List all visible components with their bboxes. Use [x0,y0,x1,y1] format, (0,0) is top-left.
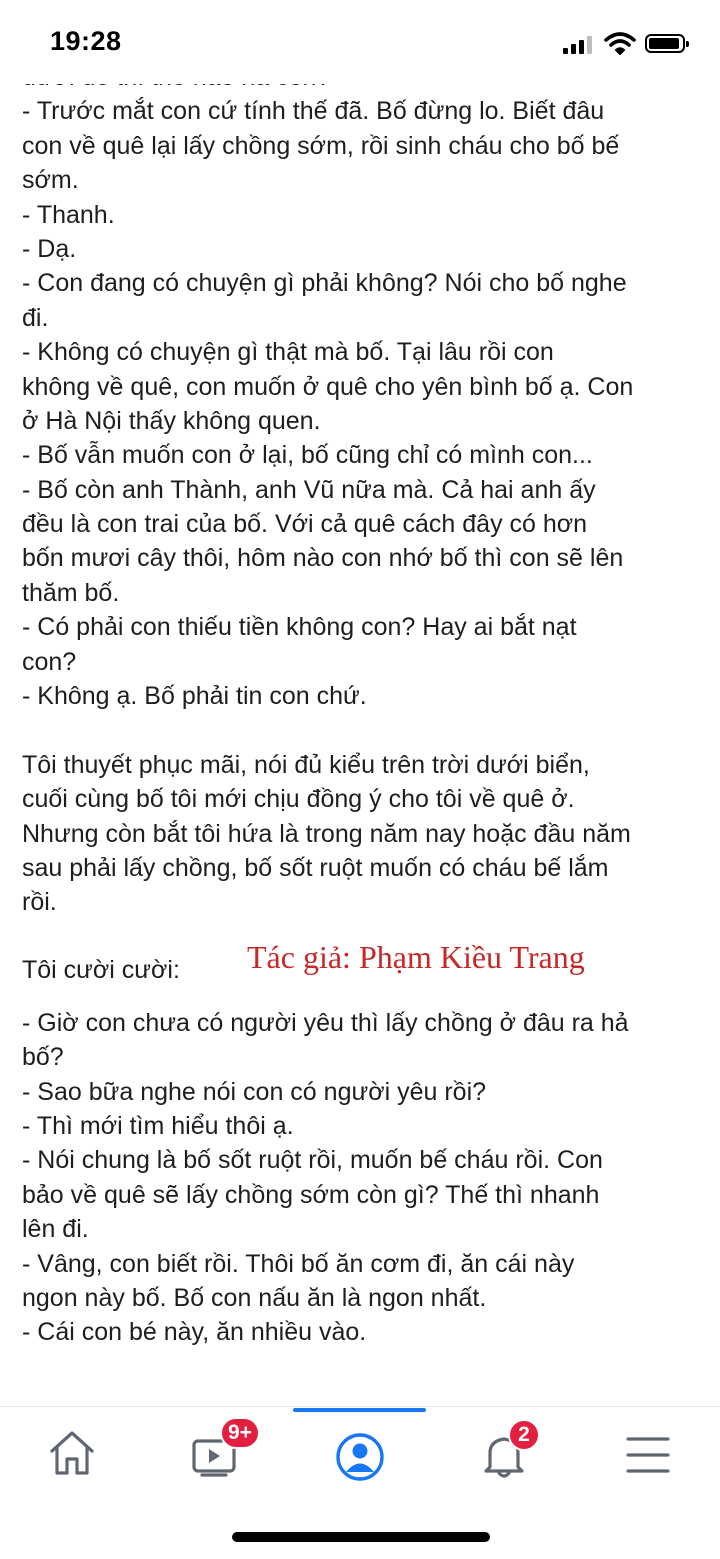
watch-badge: 9+ [220,1417,260,1449]
author-watermark: Tác giả: Phạm Kiều Trang [247,938,585,975]
post-content [22,60,712,1350]
text-line: - Trước mắt con cứ tính thế đã. Bố đừng lo. Biết đâu [22,97,605,126]
cellular-signal-icon [563,36,597,54]
wifi-icon [604,32,636,56]
paragraph-gap [22,713,712,747]
status-time: 19:28 [50,26,122,56]
laugh-line-row [22,920,712,1006]
text-line: - Sao bữa nghe nói con có người yêu rồi? [22,1077,487,1106]
home-icon [44,1425,100,1481]
text-line: sau phải lấy chồng, bố sốt ruột muốn có cháu bế lắm [22,853,609,882]
text-line: bốn mươi cây thôi, hôm nào con nhớ bố thì con sẽ lên [22,544,624,573]
text-line: - Thì mới tìm hiểu thôi ạ. [22,1111,294,1140]
text-line: ngon này bố. Bố con nấu ăn là ngon nhất. [22,1283,487,1312]
text-line: Tôi thuyết phục mãi, nói đủ kiểu trên trời dưới biển, [22,750,590,779]
text-line: bảo về quê sẽ lấy chồng sớm còn gì? Thế thì nhanh [22,1180,600,1209]
text-line: không về quê, con muốn ở quê cho yên bình bố ạ. Con [22,372,634,401]
laugh-line: Tôi cười cười: [22,955,180,984]
text-line: - Cái con bé này, ăn nhiều vào. [22,1318,367,1347]
text-line: lên đi. [22,1215,89,1244]
profile-icon [332,1425,388,1481]
text-line: Nhưng còn bắt tôi hứa là trong năm nay hoặc đầu năm [22,819,631,848]
text-line: - Dạ. [22,234,77,263]
tab-watch[interactable] [144,1407,288,1497]
text-line: sớm. [22,166,79,195]
text-line: bố? [22,1043,64,1072]
tab-notifications[interactable] [432,1407,576,1497]
status-bar [0,0,720,84]
text-line: con về quê lại lấy chồng sớm, rồi sinh cháu cho bố bế [22,131,620,160]
text-line: - Thanh. [22,200,115,229]
tab-menu[interactable] [576,1407,720,1497]
text-line: - Không ạ. Bố phải tin con chứ. [22,682,367,711]
narration-paragraph [22,748,712,920]
text-line: - Có phải con thiếu tiền không con? Hay ai bắt nạt [22,613,577,642]
text-line: thăm bố. [22,578,120,607]
text-line: - Không có chuyện gì thật mà bố. Tại lâu rồi con [22,338,554,367]
home-indicator-bar[interactable] [232,1532,490,1542]
text-line: đi. [22,303,49,332]
text-line: - Vâng, con biết rồi. Thôi bố ăn cơm đi, ăn cái này [22,1249,575,1278]
text-line: - Giờ con chưa có người yêu thì lấy chồng ở đâu ra hả [22,1008,629,1037]
tab-home[interactable] [0,1407,144,1497]
text-line: con? [22,647,77,676]
text-line: - Con đang có chuyện gì phải không? Nói cho bố nghe [22,269,627,298]
text-line: - Bố vẫn muốn con ở lại, bố cũng chỉ có mình con... [22,441,593,470]
text-line: ở Hà Nội thấy không quen. [22,406,321,435]
notifications-badge: 2 [508,1419,540,1451]
text-line: - Nói chung là bố sốt ruột rồi, muốn bế cháu rồi. Con [22,1146,603,1175]
menu-icon [620,1425,676,1481]
text-line: rồi. [22,888,57,917]
tab-profile[interactable] [288,1407,432,1497]
dialogue-block-end [22,1006,712,1350]
text-line: - Bố còn anh Thành, anh Vũ nữa mà. Cả hai anh ấy [22,475,596,504]
text-line: cuối cùng bố tôi mới chịu đồng ý cho tôi về quê ở. [22,785,575,814]
text-line: đều là con trai của bố. Với cả quê cách đây có hơn [22,510,588,539]
dialogue-block [22,94,712,713]
battery-icon [645,34,685,53]
